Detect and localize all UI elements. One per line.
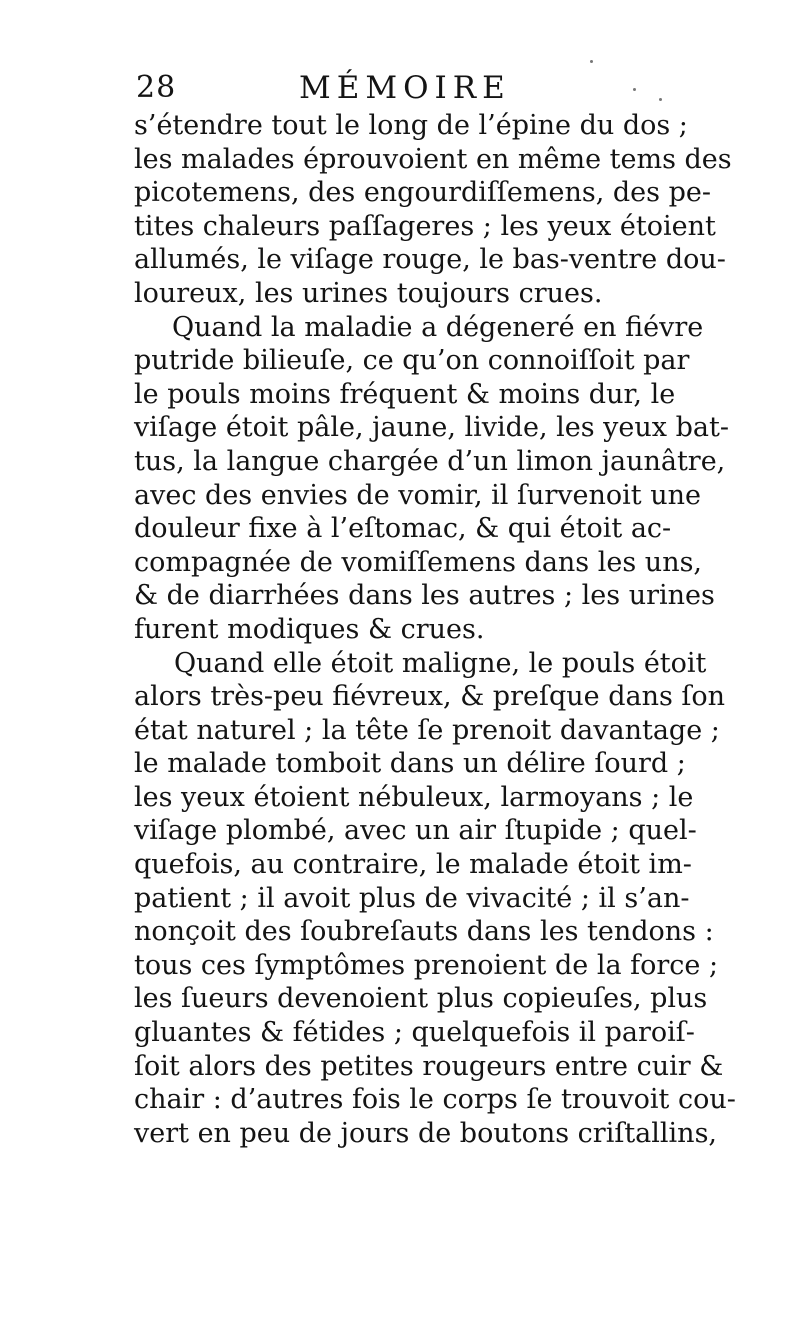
text-line: tous ces ſymptômes prenoient de la force ; xyxy=(134,949,719,981)
print-speck xyxy=(659,98,662,101)
paragraph-1 xyxy=(134,109,732,311)
text-line: Quand la maladie a dégeneré en fiévre xyxy=(172,311,704,343)
text-line: les ſueurs devenoient plus copieuſes, plus xyxy=(134,983,708,1015)
text-line: putride bilieuſe, ce qu’on connoiſſoit par xyxy=(134,345,690,377)
text-line: compagnée de vomiſſemens dans les uns, xyxy=(134,546,703,578)
text-line: tus, la langue chargée d’un limon jaunâtre, xyxy=(134,445,726,477)
text-line: les malades éprouvoient en même tems des xyxy=(134,143,732,175)
text-line: tites chaleurs paſſageres ; les yeux étoient xyxy=(134,210,716,242)
text-line: viſage étoit pâle, jaune, livide, les yeux bat- xyxy=(134,412,729,444)
text-line: le pouls moins fréquent & moins dur, le xyxy=(134,378,676,410)
paragraph-2 xyxy=(134,311,729,647)
text-line: picotemens, des engourdiſſemens, des pe- xyxy=(134,177,711,209)
text-line: les yeux étoient nébuleux, larmoyans ; le xyxy=(134,781,694,813)
text-line: viſage plombé, avec un air ſtupide ; quel- xyxy=(134,815,697,847)
text-line: patient ; il avoit plus de vivacité ; il s’an- xyxy=(134,882,690,914)
text-line: s’étendre tout le long de l’épine du dos ; xyxy=(134,110,688,141)
running-title: MÉMOIRE xyxy=(299,70,511,106)
print-speck xyxy=(633,88,636,91)
paragraph-3 xyxy=(134,647,736,1151)
text-line: vert en peu de jours de boutons criſtallins, xyxy=(134,1117,718,1149)
text-line: loureux, les urines toujours crues. xyxy=(134,277,603,309)
text-line: & de diarrhées dans les autres ; les urines xyxy=(134,580,715,612)
text-line: gluantes & fétides ; quelquefois il paroiſ- xyxy=(134,1017,695,1049)
text-line: le malade tomboit dans un délire ſourd ; xyxy=(134,748,686,780)
text-line: ſoit alors des petites rougeurs entre cuir & xyxy=(134,1050,724,1082)
body-text xyxy=(134,109,736,1150)
text-line: quefois, au contraire, le malade étoit im- xyxy=(134,849,692,881)
text-line: allumés, le viſage rouge, le bas-ventre dou- xyxy=(134,244,726,276)
page-header xyxy=(136,68,676,112)
text-line: alors très-peu fiévreux, & preſque dans ſon xyxy=(134,681,726,713)
text-line: avec des envies de vomir, il ſurvenoit une xyxy=(134,479,701,511)
text-line: Quand elle étoit maligne, le pouls étoit xyxy=(174,647,707,679)
text-line: furent modiques & crues. xyxy=(134,613,485,645)
print-speck xyxy=(590,60,593,63)
text-line: nonçoit des ſoubreſauts dans les tendons : xyxy=(134,916,714,948)
text-line: chair : d’autres fois le corps ſe trouvoit cou- xyxy=(134,1084,736,1116)
text-line: état naturel ; la tête ſe prenoit davantage ; xyxy=(134,714,720,746)
text-line: douleur fixe à l’eſtomac, & qui étoit ac- xyxy=(134,513,672,545)
page-number: 28 xyxy=(136,70,177,105)
